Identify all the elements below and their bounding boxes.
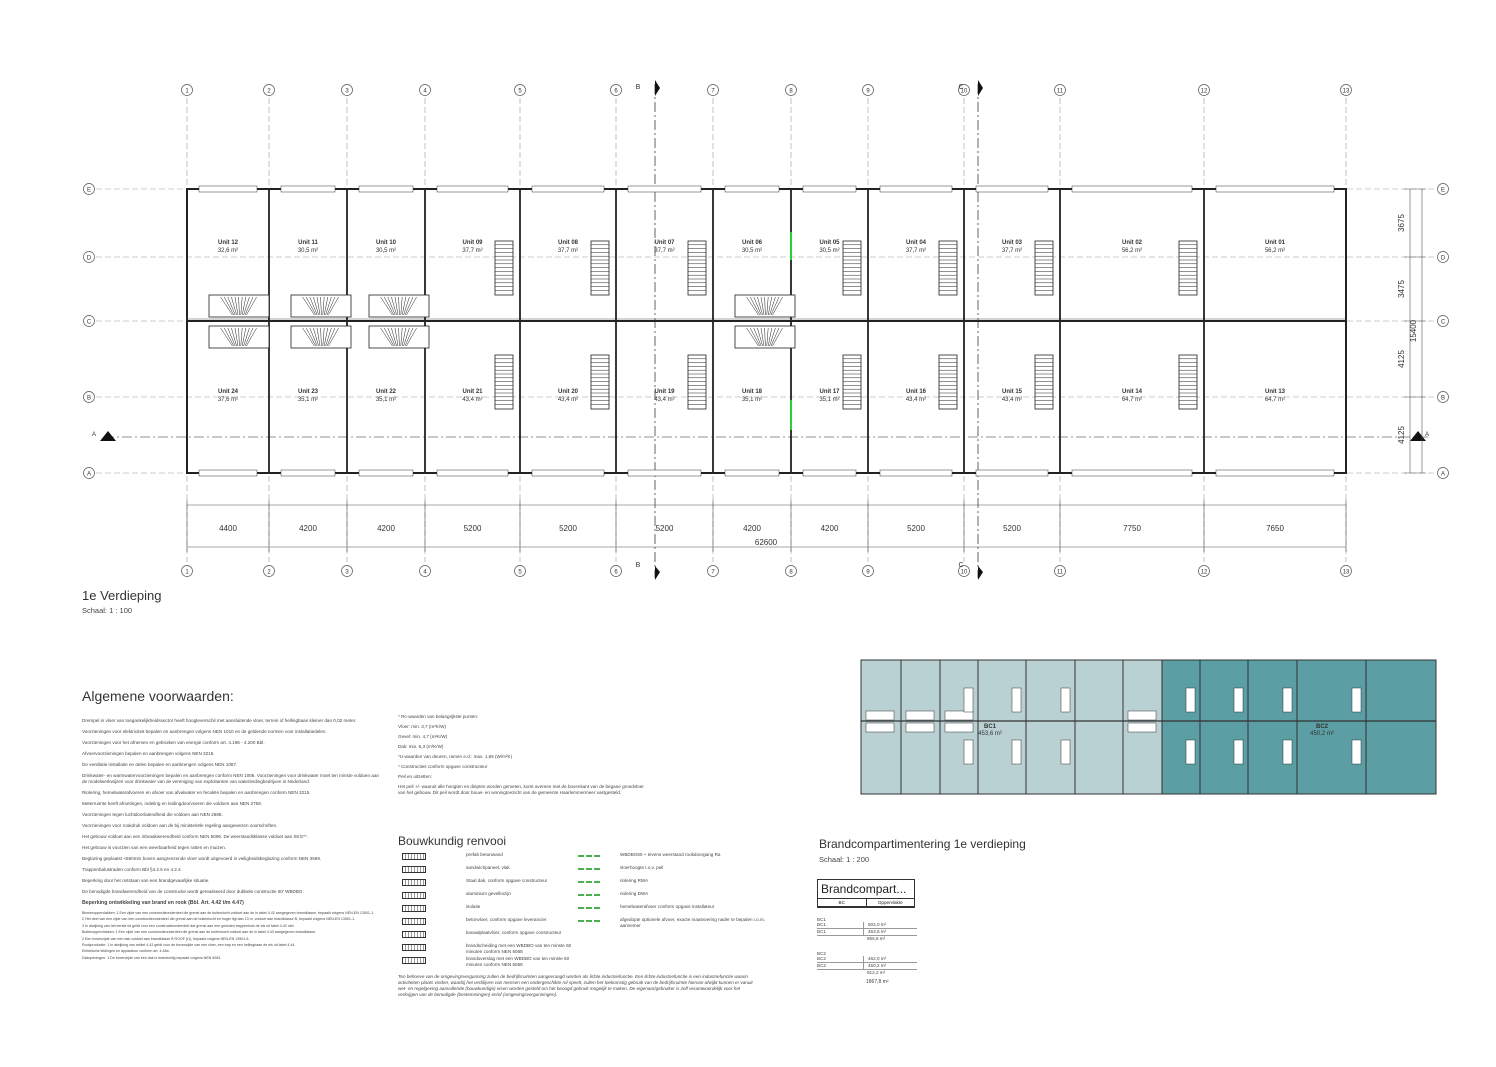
facade-window — [725, 186, 779, 192]
bc-subtotal: 912,2 m² — [867, 970, 886, 975]
compartment-scale: Schaal: 1 : 200 — [819, 855, 870, 864]
mini-stair — [964, 740, 973, 764]
legend-symbol — [402, 866, 426, 873]
stair-flight — [1035, 241, 1053, 295]
mini-stair — [1352, 740, 1361, 764]
general-note: De ventilatie installatie en delen bepalen en aanbrengen volgens NEN 1087. — [82, 762, 238, 767]
compartment-bay — [1297, 660, 1366, 794]
legend-item: aluminium gevelkozijn — [466, 891, 511, 896]
bc1-label: BC1 — [983, 724, 997, 730]
facade-window — [532, 470, 604, 476]
unit-name: Unit 02 — [1121, 240, 1143, 246]
unit-area: 35,1 m² — [375, 397, 397, 403]
grid-label: 7 — [711, 569, 715, 576]
unit-name: Unit 04 — [905, 240, 927, 246]
general-note: Trappenbalustraden conform Bbl §4.2.5 en 4.2.4 — [82, 867, 181, 872]
mini-stair — [1234, 740, 1243, 764]
fine-print: 2 Een bovenzijde van een dak voldoet aan brandklasse B ROOF (t1), bepaald volgens NEN-EN 13501-5. — [82, 936, 250, 941]
compartment-bay — [1162, 660, 1200, 794]
mini-stair — [1234, 688, 1243, 712]
grid-label: 6 — [614, 88, 618, 95]
grid-label: C — [1440, 319, 1446, 326]
dimension-label: 4200 — [377, 524, 395, 533]
section-label: B — [635, 562, 641, 569]
legend-title: Bouwkundig renvooi — [398, 834, 507, 848]
mini-stair — [1186, 688, 1195, 712]
rvalue-line: Vloer: min. 3,7 (m²K/W) — [398, 724, 446, 729]
legend-item: prefab betonwand — [466, 852, 503, 857]
winder-stair — [291, 295, 351, 317]
rvalue-line: Gevel: min. 4,7 (m²K/W) — [398, 734, 448, 739]
facade-window — [1072, 186, 1192, 192]
mini-stair — [1012, 740, 1021, 764]
rvalue-line: * Constructies conform opgave constructeur — [398, 764, 488, 769]
legend-item: riolering RWA — [620, 878, 649, 883]
unit-name: Unit 17 — [819, 389, 840, 395]
mini-stair — [1012, 688, 1021, 712]
facade-window — [199, 186, 257, 192]
mini-stair — [1061, 740, 1070, 764]
mini-stair — [1061, 688, 1070, 712]
winder-stair — [209, 295, 269, 317]
legend-footer: Ten behoeve van de omgevingsvergunning zullen de bedrijfsruimten aangevraagd worden als lichte industriefunctie. Een lichte industriefunctie is een industriefunctie waarin activiteiten plaats vinden, waarbij het verblijven van mensen een ondergeschikte rol speelt, zullen het toekomstig gebruik van de bedrijfsruimte hiervan afwijkt kunnen er vanuit wet- en regelgeving aanvullende (bouwkundige) eisen worden gesteld om het beoogd gebruik mogelijk te maken. De eigenaar/gebruiker is zelf verantwoordelijk voor het verkrijgen van de benodigde (bestemmingen) en/of (omgevingsvergunningen). — [398, 974, 753, 997]
grid-label: E — [86, 187, 92, 194]
fine-print: Buitenoppervlakken: 1 Een zijde van een constructieonderdeel die grenst aan de buitenlucht voldoet aan de in tabel 4.43 aangegeven brandklasse. — [82, 930, 316, 935]
facade-window — [1216, 470, 1334, 476]
unit-name: Unit 05 — [819, 240, 840, 246]
legend-item: sandwichpaneel, vlak — [466, 865, 510, 870]
stair-flight — [688, 241, 706, 295]
unit-name: Unit 11 — [298, 240, 318, 246]
mini-stair — [1283, 688, 1292, 712]
bc-cell: BC1 — [817, 922, 864, 928]
general-note: Voorzieningen voor elektriciteit bepalen en aanbrengen volgens NEN 1010 en de geldende normen voor installatiedelen. — [82, 729, 327, 734]
unit-area: 56,2 m² — [1121, 248, 1143, 254]
bc-row — [817, 956, 917, 963]
fine-print: 3 In afwijking van het eerste lid geldt voor een constructieonderdeel dat grenst aan een gesloten trappenhuis de eis uit tabel 4.42 niet. — [82, 923, 295, 928]
mini-stair — [1128, 711, 1156, 720]
bc2-area: 450,2 m² — [1310, 731, 1334, 737]
unit-name: Unit 19 — [654, 389, 675, 395]
bc-cell: BC1 — [817, 929, 864, 935]
bc-cell: BC2 — [817, 956, 864, 962]
general-note: Beperking door het ontstaan van een brandgevaarlijke situatie. — [82, 878, 210, 883]
unit-area: 43,4 m² — [654, 397, 675, 403]
legend-item: betonvloer, conform opgave leverancier — [466, 917, 547, 922]
winder-stair — [735, 326, 795, 348]
mini-stair — [866, 711, 894, 720]
legend-symbol — [402, 892, 426, 899]
bc-col-header: BC — [818, 899, 867, 906]
compartment-title: Brandcompartimentering 1e verdieping — [819, 837, 1026, 851]
facade-window — [281, 186, 335, 192]
unit-area: 35,1 m² — [819, 397, 840, 403]
legend-symbol — [578, 881, 600, 884]
dimension-label: 4125 — [1397, 426, 1406, 444]
compartment-bay — [1366, 660, 1436, 794]
total-dimension-label: 15400 — [1409, 319, 1418, 343]
unit-name: Unit 24 — [217, 389, 239, 395]
fine-print: Rookproductie: 1 In afwijking van artikel 4.43 geldt voor de bovenzijde van een vloer, een trap en een hellingbaan de eis uit tabel 4.44. — [82, 943, 296, 948]
bc-row — [817, 929, 917, 936]
unit-name: Unit 09 — [462, 240, 483, 246]
stair-flight — [1179, 355, 1197, 409]
dimension-label: 5200 — [463, 524, 482, 533]
legend-item: brandoverslag met een WBDBO van ten minste 60 minuten conform NEN 6068 — [466, 956, 570, 967]
general-notes — [82, 718, 382, 962]
facade-window — [437, 470, 508, 476]
area-cell: 502,0 m² — [868, 922, 887, 927]
section-label: C — [958, 562, 964, 569]
facade-window — [281, 470, 335, 476]
bc-group-1 — [817, 917, 917, 941]
grid-label: B — [1440, 395, 1446, 402]
section-label: A — [91, 432, 97, 438]
general-note: De benodigde brandwerendheid van de constructie wordt gerealiseerd door dubbele constructie 60' WBDBO. — [82, 889, 304, 894]
grid-label: 3 — [345, 569, 349, 576]
dimension-label: 7750 — [1123, 524, 1141, 533]
general-note: Afvoervoorzieningen bepalen en aanbrengen volgens NEN 3215. — [82, 751, 215, 756]
bc-row — [817, 963, 917, 970]
facade-window — [359, 470, 413, 476]
section-label: C — [958, 84, 964, 91]
grid-label: 6 — [614, 569, 618, 576]
legend-symbol — [578, 920, 600, 923]
mini-stair — [866, 723, 894, 732]
bc1-area: 453,6 m² — [978, 731, 1002, 737]
section-label: A — [1424, 432, 1430, 438]
legend-symbol — [578, 907, 600, 910]
mini-stair — [945, 711, 973, 720]
unit-name: Unit 15 — [1001, 389, 1023, 395]
mini-stair — [1128, 723, 1156, 732]
winder-stair — [369, 295, 429, 317]
unit-area: 43,4 m² — [1001, 397, 1023, 403]
legend-symbol — [402, 879, 426, 886]
unit-area: 37,7 m² — [462, 248, 483, 254]
unit-area: 43,4 m² — [557, 397, 579, 403]
dimension-label: 5200 — [655, 524, 674, 533]
stair-flight — [939, 355, 957, 409]
bc-subtotal: 955,6 m² — [867, 936, 886, 941]
facade-window — [880, 186, 952, 192]
facade-window — [1216, 186, 1334, 192]
grid-label: 5 — [518, 88, 522, 95]
unit-area: 37,6 m² — [217, 397, 239, 403]
section-arrow — [1410, 431, 1426, 441]
legend-item: kanaalplaatvloer, conform opgave constructeur — [466, 930, 562, 935]
bc-grand-total: 1867,8 m² — [866, 979, 889, 985]
unit-area: 64,7 m² — [1121, 397, 1143, 403]
general-note: Voorzieningen voor rookdruk voldoen aan de bij ministeriële regeling aangewezen voorschriften. — [82, 823, 278, 828]
stair-flight — [1035, 355, 1053, 409]
grid-label: D — [86, 255, 92, 262]
unit-name: Unit 03 — [1001, 240, 1023, 246]
unit-area: 43,4 m² — [462, 397, 483, 403]
grid-label: 4 — [423, 569, 427, 576]
legend-symbol — [402, 918, 426, 925]
grid-label: 10 — [960, 88, 968, 95]
unit-name: Unit 20 — [557, 389, 579, 395]
facade-window — [725, 470, 779, 476]
unit-area: 30,5 m² — [297, 248, 319, 254]
general-note: Drinkwater- en warmwatervoorzieningen bepalen en aanbrengen conform NEN 1006. Voorzieningen voor drinkwater moet ten minste voldoen aan de modelwerkwijzen voor drinkwater van de vereniging van exploitanten van waterleidingbedrijven in Nederland. — [82, 773, 379, 784]
grid-label: 11 — [1056, 88, 1064, 95]
stair-flight — [1179, 241, 1197, 295]
unit-name: Unit 22 — [375, 389, 397, 395]
grid-label: 1 — [185, 569, 189, 576]
bc2-label: BC2 — [1315, 724, 1329, 730]
mini-stair — [1283, 740, 1292, 764]
grid-label: 9 — [866, 569, 870, 576]
stair-flight — [843, 355, 861, 409]
dimension-label: 4200 — [743, 524, 761, 533]
legend-symbol — [578, 894, 600, 897]
grid-label: 8 — [789, 88, 793, 95]
legend-item: vloerhoogte t.o.v. peil — [620, 865, 664, 870]
legend-item: hemelwaterafvoer conform opgave installateur — [620, 904, 715, 909]
bc-cell: BC2 — [817, 963, 864, 969]
dimension-label: 4400 — [219, 524, 237, 533]
fine-print: Elektrische leidingen en apparatuur conform art. 4.48a. — [82, 949, 170, 954]
rvalue-line: *U-waarden van deuren, ramen e.d.: max. 1,65 (W/m²K) — [398, 754, 513, 759]
general-note: Drempel in vloer van toegankelijkheidssector heeft hoogteverschil met aansluitende vloer, terrein of hellingbaan kleiner dan 0,02 meter. — [82, 718, 357, 723]
grid-label: 2 — [267, 88, 271, 95]
dimension-label: 5200 — [559, 524, 577, 533]
area-cell: 450,2 m² — [868, 963, 887, 968]
general-note: Voorzieningen tegen luchtdoorlatendheid die voldoen aan NEN 2686. — [82, 812, 223, 817]
compartment-bay — [1075, 660, 1123, 794]
grid-label: 5 — [518, 569, 522, 576]
unit-name: Unit 10 — [375, 240, 397, 246]
grid-label: C — [86, 319, 92, 326]
unit-area: 37,7 m² — [557, 248, 579, 254]
unit-name: Unit 21 — [462, 389, 483, 395]
plan-scale: Schaal: 1 : 100 — [82, 606, 133, 615]
fine-print: 2 Het deel van een zijde van een constructieonderdeel die grenst aan de buitenlucht en hoger ligt dan 13 m, voldoet aan brandklasse B, bepaald volgens NEN-EN 13501-1. — [82, 917, 356, 922]
stair-flight — [843, 241, 861, 295]
grid-label: 2 — [267, 569, 271, 576]
unit-name: Unit 08 — [557, 240, 579, 246]
unit-name: Unit 07 — [654, 240, 675, 246]
grid-label: 10 — [960, 569, 968, 576]
legend-symbol — [578, 868, 600, 871]
unit-area: 37,7 m² — [1001, 248, 1023, 254]
grid-label: 12 — [1200, 569, 1208, 576]
winder-stair — [209, 326, 269, 348]
section-arrow — [978, 566, 983, 580]
unit-area: 43,4 m² — [905, 397, 927, 403]
area-cell: 453,6 m² — [868, 929, 887, 934]
legend-symbol — [578, 855, 600, 858]
grid-label: 12 — [1200, 88, 1208, 95]
rvalue-heading: * Rc-waarden van belangrijkste punten: — [398, 714, 479, 719]
stair-flight — [939, 241, 957, 295]
mini-stair — [945, 723, 973, 732]
legend-item: isolatie — [466, 904, 481, 909]
unit-name: Unit 12 — [217, 240, 239, 246]
rvalue-notes — [398, 714, 648, 800]
mini-stair — [906, 711, 934, 720]
stair-flight — [591, 355, 609, 409]
section-label: B — [635, 84, 641, 91]
bc-row — [817, 922, 917, 929]
grid-label: B — [86, 395, 92, 402]
unit-name: Unit 06 — [741, 240, 763, 246]
legend-item: brandscheiding met een WBDBO van ten minste 60 minuten conform NEN 6068 — [466, 943, 572, 954]
unit-name: Unit 18 — [741, 389, 763, 395]
dimension-label: 4200 — [299, 524, 317, 533]
general-note: Beperking ontwikkeling van brand en rook (Bbl. Art. 4.42 t/m 4.47) — [82, 900, 244, 906]
bc-group-2 — [817, 951, 917, 975]
facade-window — [976, 470, 1048, 476]
fine-print: Binnenoppervlakken: 1 Een zijde van een constructieonderdeel die grenst aan de buitenlucht voldoet aan de in tabel 4.42 aangegeven brandklasse, bepaald volgens NEN-EN 13501-1. — [82, 911, 375, 915]
unit-area: 64,7 m² — [1264, 397, 1286, 403]
section-arrow — [100, 431, 116, 441]
grid-label: 13 — [1342, 569, 1350, 576]
unit-area: 30,5 m² — [819, 248, 840, 254]
facade-window — [976, 186, 1048, 192]
unit-name: Unit 23 — [297, 389, 319, 395]
legend-symbol — [402, 905, 426, 912]
grid-label: 11 — [1056, 569, 1064, 576]
facade-window — [628, 186, 701, 192]
unit-name: Unit 16 — [905, 389, 927, 395]
facade-window — [532, 186, 604, 192]
legend-symbol — [402, 944, 426, 951]
unit-area: 35,1 m² — [741, 397, 763, 403]
bc-group-title: BC2 — [817, 951, 826, 956]
winder-stair — [291, 326, 351, 348]
rvalue-line: Peil en uitzetten: — [398, 774, 432, 779]
section-arrow — [655, 566, 660, 580]
unit-area: 32,6 m² — [217, 248, 239, 254]
winder-stair — [369, 326, 429, 348]
unit-area: 30,5 m² — [375, 248, 397, 254]
fine-print: Dakopeningen: 1 De bovenzijde van een dak is brandveilig bepaald volgens NEN 6063. — [82, 955, 222, 960]
grid-label: 9 — [866, 88, 870, 95]
grid-label: E — [1440, 187, 1446, 194]
legend-symbol — [402, 931, 426, 938]
legend-symbol — [402, 853, 426, 860]
facade-window — [803, 470, 856, 476]
dimension-label: 3475 — [1397, 280, 1406, 298]
general-note: Meterruimte heeft afmetingen, indeling en leidingdoorvoeren die voldoen aan NEN 2768. — [82, 801, 263, 806]
general-note: Het gebouw is voorzien van een weerbaarheid tegen ratten en muizen. — [82, 845, 227, 850]
total-dimension-label: 62600 — [754, 538, 778, 547]
legend-symbol — [402, 957, 426, 964]
facade-window — [628, 470, 701, 476]
section-arrow — [655, 80, 660, 96]
facade-window — [880, 470, 952, 476]
compartment-bay — [1026, 660, 1075, 794]
grid-label: D — [1440, 255, 1446, 262]
mini-stair — [906, 723, 934, 732]
grid-label: 13 — [1342, 88, 1350, 95]
compartment-bay — [1248, 660, 1297, 794]
unit-name: Unit 14 — [1121, 389, 1143, 395]
bc-schedule-table — [817, 879, 915, 908]
plan-title: 1e Verdieping — [82, 588, 162, 603]
bc-group-title: BC1 — [817, 917, 826, 922]
grid-label: 8 — [789, 569, 793, 576]
unit-area: 56,2 m² — [1264, 248, 1286, 254]
facade-window — [437, 186, 508, 192]
dimension-label: 4200 — [820, 524, 839, 533]
general-note: Riolering, hemelwaterafvoeren en afvoer van afvalwater en fecaliën bepalen en aanbrengen conform NEN 3215. — [82, 790, 311, 795]
rvalue-line: Het peil +/- waaruit alle hoogten en diepten worden gemeten, komt overeen met de bovenkant van de begane grondvloer van het gebouw. Dit peil wordt door bouw- en woningtoezicht van de gemeente Haarlemmermeer vastgesteld. — [398, 784, 644, 795]
bc-table-title: Brandcompart... — [818, 880, 914, 899]
unit-area: 30,5 m² — [741, 248, 763, 254]
facade-window — [359, 186, 413, 192]
winder-stair — [735, 295, 795, 317]
mini-stair — [964, 688, 973, 712]
general-note: Voorzieningen voor het afnemen en gebruiken van energie conform art. 4.196 - 4.200 Bbl. — [82, 740, 265, 745]
stair-flight — [495, 241, 513, 295]
legend-item: afgedopte optionele afvoer, exacte maatvoering nader te bepalen i.o.m. aannemer — [620, 917, 766, 928]
dimension-label: 4125 — [1397, 350, 1406, 368]
unit-name: Unit 13 — [1264, 389, 1286, 395]
facade-window — [199, 470, 257, 476]
area-col-header: Oppervlakte — [877, 900, 903, 905]
stair-flight — [591, 241, 609, 295]
unit-area: 37,7 m² — [654, 248, 675, 254]
mini-stair — [1352, 688, 1361, 712]
dimension-label: 7650 — [1266, 524, 1284, 533]
area-cell: 462,0 m² — [868, 956, 887, 961]
mini-stair — [1186, 740, 1195, 764]
dimension-label: 5200 — [907, 524, 925, 533]
general-note: Beglazing geplaatst <850mm boven aangrenzende vloer wordt uitgevoerd in veiligheidsbeglazing conform NEN 3569. — [82, 856, 322, 861]
general-note: Het gebouw voldoet aan een inbraakwerendheid conform NEN 5096. De weerstandsklasse voldoet aan SKG**. — [82, 834, 308, 839]
compartment-bay — [1200, 660, 1248, 794]
legend-item: Staal dak, conform opgave constructeur — [466, 878, 548, 883]
stair-flight — [495, 355, 513, 409]
general-title: Algemene voorwaarden: — [82, 688, 234, 704]
unit-name: Unit 01 — [1264, 240, 1286, 246]
section-arrow — [978, 80, 983, 96]
grid-label: A — [86, 471, 92, 478]
grid-label: 3 — [345, 88, 349, 95]
unit-area: 37,7 m² — [905, 248, 927, 254]
rvalue-line: Dak: min. 6,3 (m²K/W) — [398, 744, 444, 749]
dimension-label: 5200 — [1003, 524, 1021, 533]
legend-item: WBDBO60 + tevens weerstand rookdoorgang Ra — [620, 852, 721, 857]
legend-item: riolering DWA — [620, 891, 649, 896]
unit-area: 35,1 m² — [297, 397, 319, 403]
facade-window — [803, 186, 856, 192]
grid-label: 4 — [423, 88, 427, 95]
grid-label: 7 — [711, 88, 715, 95]
dimension-label: 3675 — [1397, 214, 1406, 232]
grid-label: A — [1440, 471, 1446, 478]
stair-flight — [688, 355, 706, 409]
facade-window — [1072, 470, 1192, 476]
grid-label: 1 — [185, 88, 189, 95]
